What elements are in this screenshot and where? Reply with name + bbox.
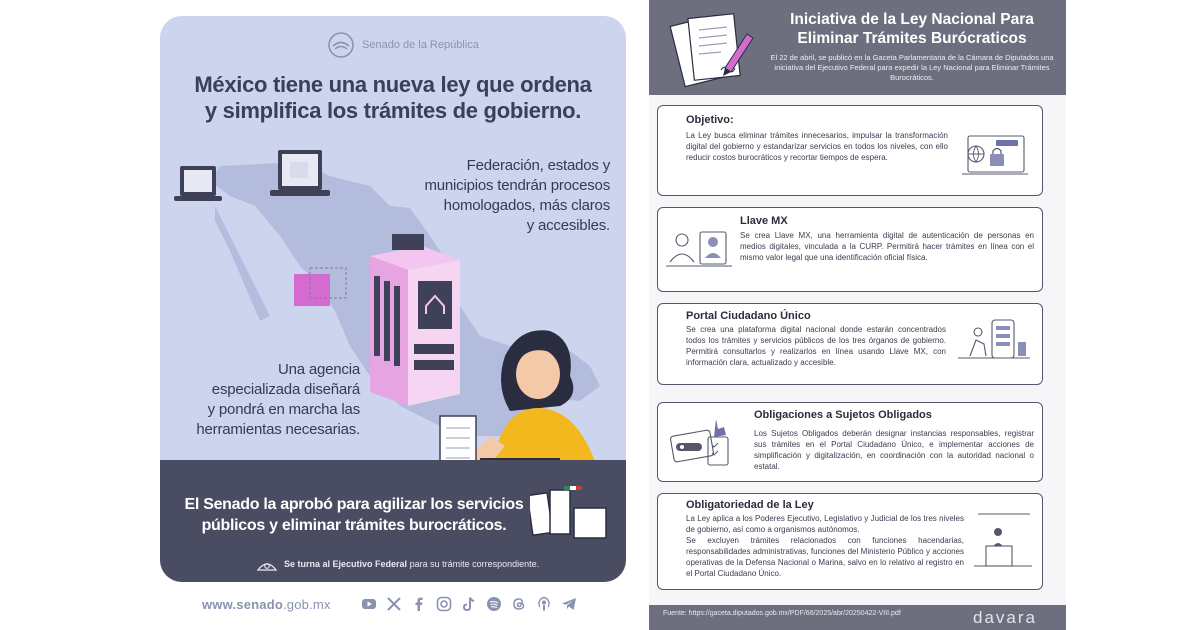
section-text: La Ley aplica a los Poderes Ejecutivo, Legislativo y Judicial de los tres niveles de gobierno, así como a organismos autónomos.: [686, 514, 964, 534]
turn-notice-bold: Se turna al Ejecutivo Federal: [284, 559, 408, 569]
checklist-touch-icon: [666, 415, 738, 469]
section-title: Portal Ciudadano Único: [686, 310, 811, 322]
section-title: Llave MX: [740, 215, 788, 227]
id-card-users-icon: [664, 226, 734, 272]
section-llave-mx: [657, 207, 1043, 292]
section-text: Se crea Llave MX, una herramienta digital de autenticación de personas en medios digitales, vinculada a la CURP. Permitirá hacer trámites en línea con el mismo valor legal que una identificación oficial física.: [740, 231, 1034, 262]
text-line: municipios tendrán procesos: [424, 177, 610, 194]
senado-chamber-icon: [256, 556, 278, 572]
podcast-icon[interactable]: [536, 596, 552, 612]
x-icon[interactable]: [386, 596, 402, 612]
section-text: Los Sujetos Obligados deberán designar instancias responsables, registrar sus trámites en el Portal Ciudadano Único, e implementar acciones de simplificación y digitalización, en coordinación con la autoridad nacional o estatal.: [754, 429, 1034, 471]
section-portal-ciudadano: [657, 303, 1043, 385]
spotify-icon[interactable]: [486, 596, 502, 612]
url-domain: www.senado: [202, 596, 283, 612]
senado-card: [160, 16, 626, 582]
text-line: homologados, más claros: [443, 197, 610, 214]
section-text: Se crea una plataforma digital nacional donde estarán concentrados todos los trámites y servicios públicos de los tres órganos de gobierno. Permitirá consultarlos y realizarlos en línea usando Llave MX, con información clara, actualizado y accesible.: [686, 325, 946, 367]
turn-notice-rest: para su trámite correspondiente.: [409, 559, 540, 569]
laptop-illustration: [174, 166, 222, 201]
text-line: Una agencia: [277, 361, 360, 378]
web-lock-icon: [960, 132, 1030, 178]
text-line: especializada diseñará: [211, 381, 360, 398]
text-line: y pondrá en marcha las: [207, 401, 360, 418]
page-headline: [180, 72, 606, 124]
senado-infographic: [142, 0, 642, 630]
telegram-icon[interactable]: [561, 596, 577, 612]
text-line: herramientas necesarias.: [196, 421, 360, 438]
federation-text: [400, 156, 610, 236]
turn-notice: [256, 556, 539, 572]
instagram-icon[interactable]: [436, 596, 452, 612]
infographic-title: [767, 10, 1057, 48]
facebook-icon[interactable]: [411, 596, 427, 612]
infographic-body: [649, 95, 1066, 605]
youtube-icon[interactable]: [361, 596, 377, 612]
text-line: y accesibles.: [526, 217, 610, 234]
approval-line: públicos y eliminar trámites burocráticos.: [201, 517, 507, 534]
senado-website-link[interactable]: [202, 597, 331, 612]
section-title: Obligatoriedad de la Ley: [686, 499, 814, 511]
senado-seal-icon: [326, 30, 356, 60]
davara-infographic: [649, 0, 1066, 630]
document-pen-illustration: [661, 8, 761, 92]
section-title: Objetivo:: [686, 114, 734, 126]
server-illustration: [370, 234, 460, 406]
section-obligaciones: [657, 402, 1043, 482]
senado-logo: [326, 30, 479, 60]
section-title: Obligaciones a Sujetos Obligados: [754, 409, 932, 421]
threads-icon[interactable]: [511, 596, 527, 612]
infographic-footer: [649, 605, 1066, 630]
text-line: Federación, estados y: [466, 157, 610, 174]
agency-text: [172, 360, 360, 440]
infographic-intro: El 22 de abril, se publicó en la Gaceta Parlamentaria de la Cámara de Diputados una iniciativa del Ejecutivo Federal para expedir la Ley Nacional para Eliminar Trámites Burocráticos.: [770, 53, 1054, 82]
title-line: Eliminar Trámites Burócraticos: [797, 30, 1027, 47]
senate-documents-illustration: [530, 486, 616, 546]
section-obligatoriedad: [657, 493, 1043, 590]
approval-text: [184, 494, 524, 536]
social-links: [361, 596, 577, 612]
senado-footer: [202, 596, 622, 612]
approval-band: [160, 460, 626, 582]
section-objetivo: [657, 105, 1043, 196]
url-suffix: .gob.mx: [282, 596, 331, 612]
laptop-illustration: [270, 150, 330, 196]
headline-line: y simplifica los trámites de gobierno.: [204, 98, 582, 123]
tiktok-icon[interactable]: [461, 596, 477, 612]
folder-illustration: [294, 274, 330, 306]
title-line: Iniciativa de la Ley Nacional Para: [790, 11, 1034, 28]
podium-speaker-icon: [970, 508, 1036, 574]
online-portal-icon: [956, 318, 1032, 368]
davara-brand: davara: [973, 608, 1037, 627]
headline-line: México tiene una nueva ley que ordena: [194, 72, 592, 97]
senado-logo-text: Senado de la República: [362, 39, 479, 51]
infographic-header: [649, 0, 1066, 95]
source-citation: Fuente: https://gaceta.diputados.gob.mx/PDF/66/2025/abr/20250422-VIII.pdf: [663, 610, 901, 617]
section-text: Se excluyen trámites relacionados con funciones hacendarias, responsabilidades administrativas, funciones del Ministerio Público y acciones operativas de la Defensa Nacional o Marina, salvo en lo relativo al registro en el Portal Ciudadano Único.: [686, 536, 964, 578]
approval-line: El Senado la aprobó para agilizar los servicios: [184, 496, 524, 513]
section-text: La Ley busca eliminar trámites innecesarios, impulsar la transformación digital del gobierno y estandarizar servicios en todos los niveles, con ello reducir costos burocráticos y recortar tiempos de espera.: [686, 131, 948, 162]
